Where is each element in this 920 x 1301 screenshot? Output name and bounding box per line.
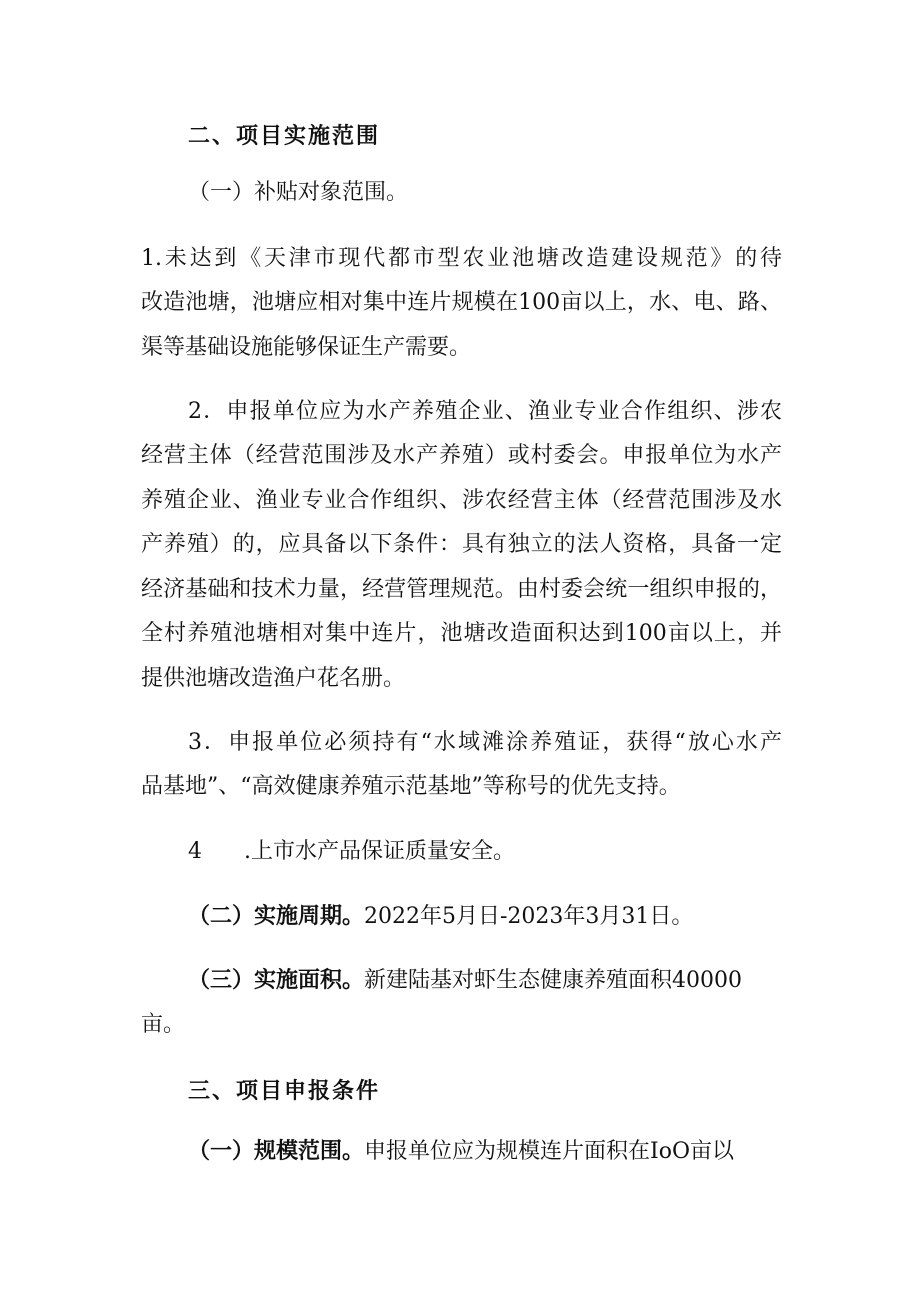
implementation-period-text: 2022年5月日-2023年3月31日。 <box>364 904 694 929</box>
paragraph-line: 经营主体（经营范围涉及水产养殖）或村委会。申报单位为水产 <box>141 443 782 468</box>
implementation-period <box>188 902 693 931</box>
paragraph-line: 经济基础和技术力量，经营管理规范。由村委会统一组织申报的， <box>141 577 782 602</box>
implementation-period-label: （二）实施周期。 <box>188 903 365 929</box>
paragraph-line: 提供池塘改造渔户花名册。 <box>141 666 406 691</box>
item-4-number: 4 <box>188 839 202 864</box>
paragraph-line: 2．申报单位应为水产养殖企业、渔业专业合作组织、涉农 <box>188 399 782 424</box>
paragraph-line: 渠等基础设施能够保证生产需要。 <box>141 335 472 360</box>
implementation-area <box>188 966 742 995</box>
paragraph-line: 养殖企业、渔业专业合作组织、涉农经营主体（经营范围涉及水 <box>141 488 782 513</box>
implementation-area-cont: 亩。 <box>141 1012 186 1037</box>
paragraph-line: 1.未达到《天津市现代都市型农业池塘改造建设规范》的待 <box>141 246 782 271</box>
paragraph-line: 改造池塘，池塘应相对集中连片规模在100亩以上，水、电、路、 <box>141 290 782 315</box>
paragraph-line: 全村养殖池塘相对集中连片，池塘改造面积达到100亩以上，并 <box>141 621 782 646</box>
implementation-area-label: （三）实施面积。 <box>188 967 365 993</box>
section-3-title: 三、项目申报条件 <box>188 1078 381 1104</box>
scale-scope <box>188 1137 734 1166</box>
paragraph-line: 品基地”、“高效健康养殖示范基地”等称号的优先支持。 <box>141 774 681 799</box>
scale-scope-label: （一）规模范围。 <box>188 1138 365 1164</box>
section-2-title: 二、项目实施范围 <box>188 123 381 149</box>
paragraph-line: 产养殖）的，应具备以下条件：具有独立的法人资格，具备一定 <box>141 532 782 557</box>
subsection-heading: （一）补贴对象范围。 <box>188 180 409 205</box>
implementation-area-text: 新建陆基对虾生态健康养殖面积40000 <box>364 968 743 993</box>
paragraph-line: 3．申报单位必须持有“水域滩涂养殖证，获得“放心水产 <box>188 730 782 755</box>
item-4-text: .上市水产品保证质量安全。 <box>244 839 515 864</box>
scale-scope-text: 申报单位应为规模连片面积在IoO亩以 <box>364 1139 734 1164</box>
